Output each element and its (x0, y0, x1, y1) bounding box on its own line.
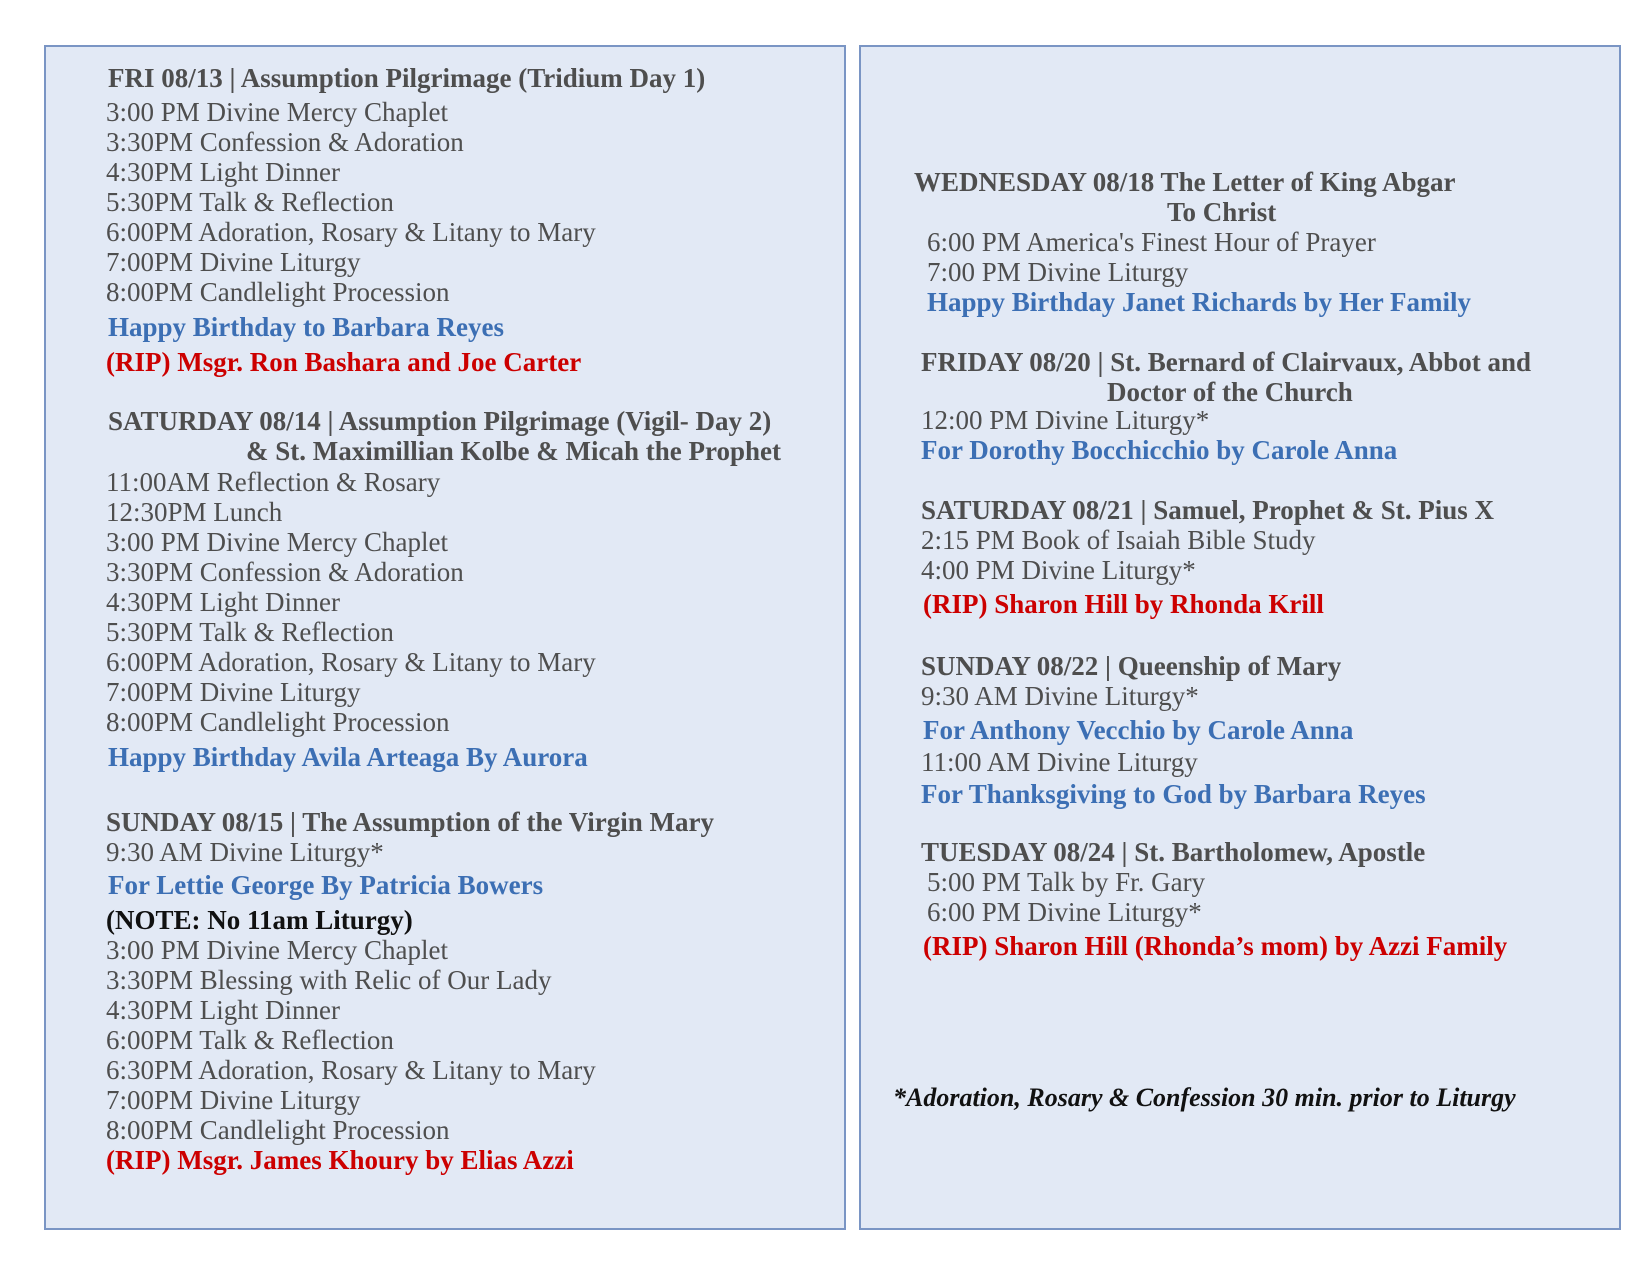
schedule-item: 8:00PM Candlelight Procession (106, 707, 450, 737)
schedule-item: 6:30PM Adoration, Rosary & Litany to Mary (106, 1055, 596, 1085)
day-heading: TUESDAY 08/24 | St. Bartholomew, Apostle (921, 837, 1426, 867)
rip-note: (RIP) Sharon Hill (Rhonda’s mom) by Azzi Family (923, 931, 1508, 961)
schedule-item: 3:30PM Confession & Adoration (106, 127, 464, 157)
schedule-item: 3:30PM Blessing with Relic of Our Lady (106, 965, 552, 995)
schedule-item: 3:30PM Confession & Adoration (106, 557, 464, 587)
schedule-item: 12:30PM Lunch (106, 497, 283, 527)
birthday-note: Happy Birthday Avila Arteaga By Aurora (108, 742, 588, 772)
intention-note: For Anthony Vecchio by Carole Anna (923, 715, 1354, 745)
rip-note: (RIP) Msgr. James Khoury by Elias Azzi (106, 1145, 574, 1175)
schedule-item: 6:00PM Adoration, Rosary & Litany to Mary (106, 647, 596, 677)
schedule-item: 2:15 PM Book of Isaiah Bible Study (921, 525, 1316, 555)
day-heading-continued: Doctor of the Church (1107, 377, 1353, 407)
day-heading: SUNDAY 08/22 | Queenship of Mary (921, 651, 1342, 681)
day-heading: FRIDAY 08/20 | St. Bernard of Clairvaux, Abbot and (921, 347, 1532, 377)
intention-note: For Dorothy Bocchicchio by Carole Anna (921, 435, 1398, 465)
rip-note: (RIP) Msgr. Ron Bashara and Joe Carter (106, 347, 582, 377)
day-heading-continued: To Christ (1167, 197, 1277, 227)
schedule-item: 6:00 PM America's Finest Hour of Prayer (927, 227, 1376, 257)
day-heading-continued: & St. Maximillian Kolbe & Micah the Prophet (246, 436, 781, 466)
intention-note: For Lettie George By Patricia Bowers (108, 870, 544, 900)
schedule-item: 4:30PM Light Dinner (106, 995, 340, 1025)
schedule-item: 6:00PM Talk & Reflection (106, 1025, 394, 1055)
schedule-item: 9:30 AM Divine Liturgy* (106, 837, 384, 867)
right-schedule-panel (859, 45, 1621, 1230)
schedule-item: 7:00PM Divine Liturgy (106, 677, 361, 707)
schedule-item: 3:00 PM Divine Mercy Chaplet (106, 97, 448, 127)
rip-note: (RIP) Sharon Hill by Rhonda Krill (923, 589, 1324, 619)
footnote: *Adoration, Rosary & Confession 30 min. prior to Liturgy (893, 1083, 1516, 1112)
schedule-item: 4:30PM Light Dinner (106, 157, 340, 187)
schedule-item: 11:00AM Reflection & Rosary (106, 467, 441, 497)
schedule-item: 5:30PM Talk & Reflection (106, 187, 394, 217)
schedule-item: 6:00PM Adoration, Rosary & Litany to Mary (106, 217, 596, 247)
liturgy-note: (NOTE: No 11am Liturgy) (106, 905, 413, 935)
day-heading: SATURDAY 08/21 | Samuel, Prophet & St. Pius X (921, 495, 1494, 525)
left-schedule-panel (44, 45, 846, 1230)
schedule-item: 3:00 PM Divine Mercy Chaplet (106, 935, 448, 965)
schedule-item: 12:00 PM Divine Liturgy* (921, 405, 1210, 435)
schedule-item: 4:00 PM Divine Liturgy* (921, 555, 1196, 585)
schedule-item: 8:00PM Candlelight Procession (106, 1115, 450, 1145)
birthday-note: Happy Birthday to Barbara Reyes (108, 312, 505, 342)
day-heading: FRI 08/13 | Assumption Pilgrimage (Tridium Day 1) (108, 63, 706, 93)
schedule-item: 9:30 AM Divine Liturgy* (921, 681, 1199, 711)
schedule-item: 3:00 PM Divine Mercy Chaplet (106, 527, 448, 557)
schedule-item: 4:30PM Light Dinner (106, 587, 340, 617)
day-heading: WEDNESDAY 08/18 The Letter of King Abgar (914, 167, 1456, 197)
schedule-item: 5:30PM Talk & Reflection (106, 617, 394, 647)
birthday-note: Happy Birthday Janet Richards by Her Family (927, 287, 1472, 317)
day-heading: SUNDAY 08/15 | The Assumption of the Virgin Mary (106, 807, 715, 837)
schedule-item: 7:00 PM Divine Liturgy (927, 257, 1189, 287)
schedule-item: 7:00PM Divine Liturgy (106, 1085, 361, 1115)
schedule-item: 6:00 PM Divine Liturgy* (927, 897, 1202, 927)
schedule-item: 11:00 AM Divine Liturgy (921, 747, 1198, 777)
schedule-item: 8:00PM Candlelight Procession (106, 277, 450, 307)
schedule-item: 7:00PM Divine Liturgy (106, 247, 361, 277)
schedule-item: 5:00 PM Talk by Fr. Gary (927, 867, 1206, 897)
intention-note: For Thanksgiving to God by Barbara Reyes (921, 779, 1426, 809)
day-heading: SATURDAY 08/14 | Assumption Pilgrimage (Vigil- Day 2) (108, 406, 772, 436)
